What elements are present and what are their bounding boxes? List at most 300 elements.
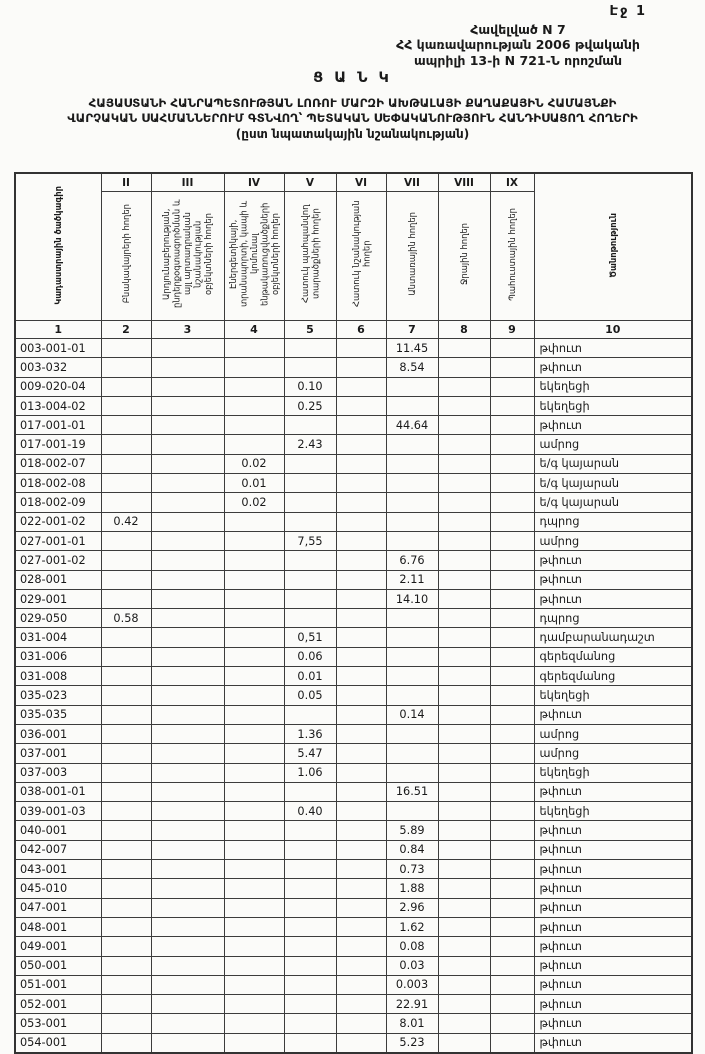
area-value-cell	[336, 570, 386, 589]
table-row	[15, 493, 692, 512]
note-cell: ամրոց	[534, 531, 692, 550]
area-value-cell	[386, 667, 438, 686]
area-value-cell: 0.02	[224, 454, 284, 473]
area-value-cell	[284, 609, 336, 628]
area-value-cell	[284, 917, 336, 936]
area-value-cell	[490, 917, 534, 936]
area-value-cell	[101, 493, 151, 512]
area-value-cell	[284, 493, 336, 512]
note-cell: եկեղեցի	[534, 686, 692, 705]
area-value-cell	[438, 821, 490, 840]
table-row	[15, 821, 692, 840]
area-value-cell	[224, 551, 284, 570]
cadastral-code-cell: 027-001-01	[15, 531, 101, 550]
table-row	[15, 724, 692, 743]
area-value-cell	[101, 937, 151, 956]
area-value-cell	[224, 782, 284, 801]
area-value-cell	[101, 840, 151, 859]
area-value-cell	[224, 744, 284, 763]
cadastral-code-cell: 049-001	[15, 937, 101, 956]
area-value-cell: 2.96	[386, 898, 438, 917]
area-value-cell	[151, 609, 224, 628]
area-value-cell	[224, 763, 284, 782]
note-cell: թփուտ	[534, 975, 692, 994]
area-value-cell	[438, 454, 490, 473]
area-value-cell	[336, 763, 386, 782]
area-value-cell	[386, 647, 438, 666]
area-value-cell	[151, 917, 224, 936]
area-value-cell: 8.54	[386, 358, 438, 377]
area-value-cell	[386, 802, 438, 821]
column-number: 9	[490, 321, 534, 339]
area-value-cell: 22.91	[386, 995, 438, 1014]
area-value-cell	[224, 416, 284, 435]
area-value-cell	[151, 667, 224, 686]
subtitle-line: ՀԱՅԱՍՏԱՆԻ ՀԱՆՐԱՊԵՏՈՒԹՅԱՆ ԼՈՌՈՒ ՄԱՐԶԻ ԱԽԹԱԼԱՅԻ ՔԱՂԱՔԱՅԻՆ ՀԱՄԱՅՆՔԻ	[88, 96, 617, 110]
cadastral-code-cell: 043-001	[15, 860, 101, 879]
area-value-cell	[151, 416, 224, 435]
area-value-cell	[151, 744, 224, 763]
header-cadastral-code: Կադաստրային ծածկագիր	[15, 173, 101, 321]
area-value-cell	[336, 339, 386, 358]
area-value-cell	[438, 570, 490, 589]
area-value-cell	[284, 937, 336, 956]
area-value-cell	[438, 782, 490, 801]
area-value-cell: 5.47	[284, 744, 336, 763]
area-value-cell	[224, 609, 284, 628]
table-row	[15, 377, 692, 396]
cadastral-code-cell: 053-001	[15, 1014, 101, 1033]
area-value-cell: 7,55	[284, 531, 336, 550]
table-row	[15, 512, 692, 531]
area-value-cell	[490, 628, 534, 647]
table-row	[15, 937, 692, 956]
area-value-cell	[438, 512, 490, 531]
table-row	[15, 435, 692, 454]
area-value-cell	[336, 975, 386, 994]
area-value-cell: 16.51	[386, 782, 438, 801]
area-value-cell: 11.45	[386, 339, 438, 358]
area-value-cell	[490, 512, 534, 531]
area-value-cell	[101, 821, 151, 840]
area-value-cell	[490, 782, 534, 801]
area-value-cell	[490, 435, 534, 454]
area-value-cell	[336, 1033, 386, 1053]
area-value-cell	[438, 493, 490, 512]
area-value-cell	[284, 860, 336, 879]
area-value-cell	[224, 1033, 284, 1053]
note-cell: ե/գ կայարան	[534, 454, 692, 473]
table-row	[15, 1033, 692, 1053]
area-value-cell	[438, 917, 490, 936]
cadastral-code-cell: 035-023	[15, 686, 101, 705]
area-value-cell: 0.003	[386, 975, 438, 994]
area-value-cell	[101, 339, 151, 358]
area-value-cell	[224, 937, 284, 956]
area-value-cell	[151, 898, 224, 917]
area-value-cell	[101, 570, 151, 589]
area-value-cell: 0.14	[386, 705, 438, 724]
area-value-cell	[336, 589, 386, 608]
area-value-cell	[284, 995, 336, 1014]
area-value-cell	[336, 879, 386, 898]
area-value-cell	[438, 995, 490, 1014]
area-value-cell	[438, 956, 490, 975]
area-value-cell	[101, 705, 151, 724]
area-value-cell	[490, 821, 534, 840]
area-value-cell	[151, 339, 224, 358]
area-value-cell: 0.10	[284, 377, 336, 396]
area-value-cell	[386, 377, 438, 396]
area-value-cell	[151, 956, 224, 975]
cadastral-code-cell: 029-050	[15, 609, 101, 628]
area-value-cell	[336, 647, 386, 666]
area-value-cell	[101, 782, 151, 801]
area-value-cell	[151, 377, 224, 396]
area-value-cell	[336, 628, 386, 647]
area-value-cell	[151, 512, 224, 531]
note-cell: թփուտ	[534, 995, 692, 1014]
area-value-cell	[490, 358, 534, 377]
cadastral-code-cell: 018-002-07	[15, 454, 101, 473]
area-value-cell	[101, 995, 151, 1014]
header-water-lands: Ջրային հողեր	[438, 192, 490, 321]
area-value-cell	[224, 512, 284, 531]
cadastral-code-cell: 037-003	[15, 763, 101, 782]
area-value-cell	[336, 860, 386, 879]
area-value-cell	[224, 435, 284, 454]
area-value-cell	[438, 763, 490, 782]
area-value-cell	[224, 840, 284, 859]
area-value-cell	[490, 975, 534, 994]
table-row	[15, 898, 692, 917]
area-value-cell	[101, 396, 151, 415]
note-cell: եկեղեցի	[534, 377, 692, 396]
table-row	[15, 917, 692, 936]
column-number: 2	[101, 321, 151, 339]
area-value-cell	[386, 474, 438, 493]
area-value-cell	[151, 686, 224, 705]
area-value-cell	[438, 879, 490, 898]
cadastral-code-cell: 051-001	[15, 975, 101, 994]
area-value-cell	[101, 628, 151, 647]
cadastral-code-cell: 031-008	[15, 667, 101, 686]
area-value-cell: 0.42	[101, 512, 151, 531]
note-cell: եկեղեցի	[534, 802, 692, 821]
area-value-cell	[284, 1033, 336, 1053]
area-value-cell	[438, 377, 490, 396]
area-value-cell	[490, 802, 534, 821]
area-value-cell	[490, 724, 534, 743]
note-cell: թփուտ	[534, 898, 692, 917]
roman-numeral: VII	[386, 173, 438, 192]
area-value-cell	[336, 686, 386, 705]
area-value-cell	[386, 609, 438, 628]
note-cell: թփուտ	[534, 782, 692, 801]
area-value-cell: 0.02	[224, 493, 284, 512]
note-cell: եկեղեցի	[534, 763, 692, 782]
area-value-cell	[490, 1033, 534, 1053]
area-value-cell	[101, 358, 151, 377]
cadastral-code-cell: 003-001-01	[15, 339, 101, 358]
area-value-cell	[490, 1014, 534, 1033]
area-value-cell	[224, 917, 284, 936]
table-row	[15, 995, 692, 1014]
area-value-cell	[101, 1014, 151, 1033]
area-value-cell	[101, 860, 151, 879]
area-value-cell	[101, 474, 151, 493]
area-value-cell	[438, 531, 490, 550]
area-value-cell	[490, 956, 534, 975]
roman-numeral: V	[284, 173, 336, 192]
roman-numeral: IV	[224, 173, 284, 192]
area-value-cell: 5.89	[386, 821, 438, 840]
note-cell: ամրոց	[534, 724, 692, 743]
table-row	[15, 454, 692, 473]
area-value-cell	[438, 589, 490, 608]
cadastral-code-cell: 018-002-09	[15, 493, 101, 512]
area-value-cell	[336, 667, 386, 686]
area-value-cell	[284, 416, 336, 435]
area-value-cell	[151, 474, 224, 493]
note-cell: ե/գ կայարան	[534, 474, 692, 493]
table-row	[15, 339, 692, 358]
cadastral-code-cell: 040-001	[15, 821, 101, 840]
area-value-cell	[386, 686, 438, 705]
area-value-cell	[224, 628, 284, 647]
area-value-cell	[284, 589, 336, 608]
area-value-cell	[224, 570, 284, 589]
area-value-cell	[101, 724, 151, 743]
cadastral-code-cell: 022-001-02	[15, 512, 101, 531]
area-value-cell	[386, 628, 438, 647]
area-value-cell	[284, 454, 336, 473]
area-value-cell	[438, 551, 490, 570]
table-row	[15, 609, 692, 628]
area-value-cell: 1.06	[284, 763, 336, 782]
area-value-cell: 0.01	[284, 667, 336, 686]
area-value-cell	[284, 975, 336, 994]
table-row	[15, 647, 692, 666]
area-value-cell	[490, 763, 534, 782]
area-value-cell	[490, 686, 534, 705]
table-row	[15, 358, 692, 377]
area-value-cell	[336, 937, 386, 956]
area-value-cell	[336, 416, 386, 435]
area-value-cell	[336, 917, 386, 936]
area-value-cell	[224, 1014, 284, 1033]
area-value-cell	[336, 995, 386, 1014]
table-row	[15, 744, 692, 763]
table-row	[15, 763, 692, 782]
area-value-cell	[490, 474, 534, 493]
area-value-cell	[101, 416, 151, 435]
area-value-cell	[438, 840, 490, 859]
area-value-cell	[101, 898, 151, 917]
area-value-cell	[151, 358, 224, 377]
area-value-cell	[438, 667, 490, 686]
area-value-cell	[284, 840, 336, 859]
area-value-cell	[490, 667, 534, 686]
area-value-cell: 1.88	[386, 879, 438, 898]
note-cell: եկեղեցի	[534, 396, 692, 415]
area-value-cell	[490, 898, 534, 917]
area-value-cell: 6.76	[386, 551, 438, 570]
area-value-cell	[438, 609, 490, 628]
note-cell: ամրոց	[534, 435, 692, 454]
area-value-cell: 44.64	[386, 416, 438, 435]
note-cell: թփուտ	[534, 860, 692, 879]
area-value-cell	[101, 879, 151, 898]
header-industrial-lands: Արդյունաբերության, ընդերքօգտագործման և այլ արտադրական նշանակության օբյեկտների հողեր	[151, 192, 224, 321]
area-value-cell	[438, 898, 490, 917]
roman-numeral: IX	[490, 173, 534, 192]
area-value-cell	[490, 744, 534, 763]
area-value-cell	[438, 647, 490, 666]
table-row	[15, 840, 692, 859]
area-value-cell	[386, 763, 438, 782]
cadastral-code-cell: 052-001	[15, 995, 101, 1014]
area-value-cell	[151, 647, 224, 666]
note-cell: թփուտ	[534, 1033, 692, 1053]
note-cell: թփուտ	[534, 840, 692, 859]
area-value-cell: 0.84	[386, 840, 438, 859]
note-cell: ե/գ կայարան	[534, 493, 692, 512]
area-value-cell	[490, 609, 534, 628]
area-value-cell	[151, 840, 224, 859]
area-value-cell	[224, 589, 284, 608]
table-row	[15, 1014, 692, 1033]
annex-block	[353, 22, 683, 68]
roman-numeral: VIII	[438, 173, 490, 192]
area-value-cell: 0.58	[101, 609, 151, 628]
area-value-cell	[224, 667, 284, 686]
area-value-cell	[284, 879, 336, 898]
area-value-cell	[224, 647, 284, 666]
area-value-cell	[284, 339, 336, 358]
area-value-cell	[101, 744, 151, 763]
note-cell: թփուտ	[534, 937, 692, 956]
area-value-cell: 0.08	[386, 937, 438, 956]
area-value-cell	[438, 937, 490, 956]
area-value-cell	[224, 956, 284, 975]
subtitle-line: ՎԱՐՉԱԿԱՆ ՍԱՀՄԱՆՆԵՐՈՒՄ ԳՏՆՎՈՂ՝ ՊԵՏԱԿԱՆ ՍԵՓԱԿԱՆՈՒԹՅՈՒՆ ՀԱՆԴԻՍԱՑՈՂ ՀՈՂԵՐԻ	[67, 111, 638, 126]
page-number: Էջ 1	[609, 4, 647, 19]
area-value-cell	[438, 474, 490, 493]
table-row	[15, 551, 692, 570]
area-value-cell	[490, 647, 534, 666]
area-value-cell: 14.10	[386, 589, 438, 608]
column-number: 5	[284, 321, 336, 339]
cadastral-code-cell: 047-001	[15, 898, 101, 917]
area-value-cell	[284, 782, 336, 801]
table-row	[15, 802, 692, 821]
area-value-cell	[224, 396, 284, 415]
area-value-cell: 0.01	[224, 474, 284, 493]
header-protected-lands: Հատուկ պահպանվող տարածքների հողեր	[284, 192, 336, 321]
area-value-cell	[284, 551, 336, 570]
area-value-cell	[101, 917, 151, 936]
area-value-cell	[336, 821, 386, 840]
area-value-cell	[336, 609, 386, 628]
cadastral-code-cell: 037-001	[15, 744, 101, 763]
area-value-cell	[224, 995, 284, 1014]
cadastral-code-cell: 013-004-02	[15, 396, 101, 415]
area-value-cell	[438, 724, 490, 743]
area-value-cell	[336, 551, 386, 570]
area-value-cell	[438, 396, 490, 415]
area-value-cell	[386, 396, 438, 415]
area-value-cell	[101, 763, 151, 782]
area-value-cell: 2.43	[284, 435, 336, 454]
area-value-cell	[101, 435, 151, 454]
area-value-cell	[438, 1033, 490, 1053]
note-cell: գերեզմանոց	[534, 667, 692, 686]
area-value-cell	[151, 589, 224, 608]
area-value-cell	[490, 705, 534, 724]
note-cell: թփուտ	[534, 589, 692, 608]
annex-line: Հավելված N 7	[470, 22, 566, 37]
area-value-cell: 0.03	[386, 956, 438, 975]
cadastral-code-cell: 031-004	[15, 628, 101, 647]
area-value-cell	[151, 860, 224, 879]
table-row	[15, 782, 692, 801]
note-cell: թփուտ	[534, 879, 692, 898]
cadastral-code-cell: 054-001	[15, 1033, 101, 1053]
area-value-cell	[438, 435, 490, 454]
area-value-cell	[336, 377, 386, 396]
area-value-cell	[101, 377, 151, 396]
area-value-cell	[284, 570, 336, 589]
area-value-cell	[438, 686, 490, 705]
note-cell: թփուտ	[534, 917, 692, 936]
area-value-cell	[151, 705, 224, 724]
area-value-cell: 5.23	[386, 1033, 438, 1053]
area-value-cell	[151, 1033, 224, 1053]
area-value-cell	[336, 782, 386, 801]
cadastral-code-cell: 050-001	[15, 956, 101, 975]
cadastral-code-cell: 048-001	[15, 917, 101, 936]
area-value-cell	[101, 667, 151, 686]
area-value-cell	[336, 705, 386, 724]
note-cell: դպրոց	[534, 609, 692, 628]
area-value-cell	[490, 493, 534, 512]
area-value-cell	[386, 493, 438, 512]
area-value-cell	[386, 531, 438, 550]
area-value-cell: 8.01	[386, 1014, 438, 1033]
area-value-cell: 1.62	[386, 917, 438, 936]
area-value-cell	[284, 358, 336, 377]
area-value-cell	[490, 937, 534, 956]
area-value-cell	[101, 551, 151, 570]
area-value-cell	[101, 589, 151, 608]
area-value-cell	[490, 531, 534, 550]
area-value-cell	[386, 744, 438, 763]
cadastral-code-cell: 003-032	[15, 358, 101, 377]
area-value-cell	[224, 531, 284, 550]
cadastral-code-cell: 042-007	[15, 840, 101, 859]
area-value-cell	[490, 840, 534, 859]
area-value-cell	[151, 396, 224, 415]
area-value-cell	[284, 898, 336, 917]
area-value-cell	[224, 705, 284, 724]
area-value-cell	[101, 531, 151, 550]
cadastral-code-cell: 028-001	[15, 570, 101, 589]
table-row	[15, 705, 692, 724]
cadastral-code-cell: 009-020-04	[15, 377, 101, 396]
area-value-cell	[336, 358, 386, 377]
table-row	[15, 416, 692, 435]
